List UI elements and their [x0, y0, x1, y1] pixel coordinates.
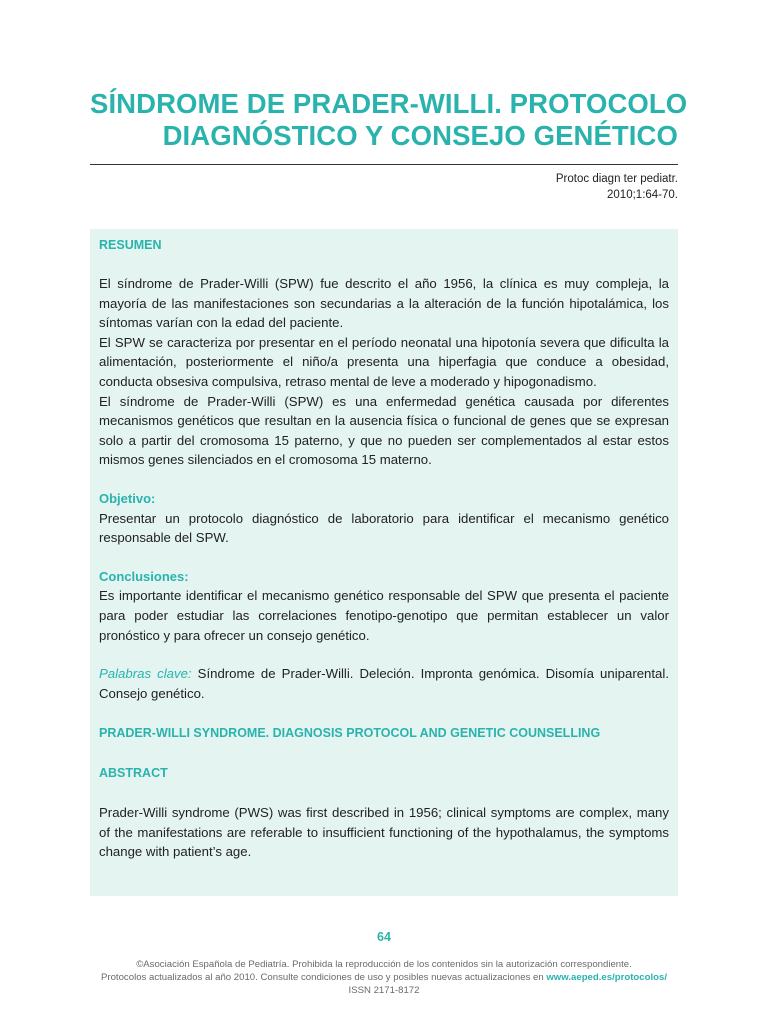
title-line-1: SÍNDROME DE PRADER-WILLI. PROTOCOLO: [90, 88, 688, 119]
abstract-box: [90, 229, 678, 896]
protocols-link[interactable]: www.aeped.es/protocolos/: [546, 972, 667, 983]
page-title: [90, 88, 688, 152]
resumen-paragraph-3: El síndrome de Prader-Willi (SPW) es una enfermedad genética causada por diferentes mecanismos genéticos que resultan en la ausencia física o funcional de genes que se expresan solo a partir del cromosoma 15 paterno, y que no pueden ser complementados al estar estos mismos genes silenciados en el cromosoma 15 materno.: [99, 393, 669, 468]
objetivo-label: Objetivo:: [99, 490, 156, 506]
resumen-paragraph-2: El SPW se caracteriza por presentar en el período neonatal una hipotonía severa que dificulta la alimentación, posteriormente el niño/a presenta una hiperfagia que conduce a obesidad, conducta obsesiva compulsiva, retraso mental de leve a moderado y hipogonadismo.: [99, 334, 669, 389]
abstract-heading: ABSTRACT: [99, 766, 168, 781]
page-number: 64: [377, 930, 391, 944]
footer: [0, 958, 768, 997]
keywords-text: Síndrome de Prader-Willi. Deleción. Impronta genómica. Disomía uniparental. Consejo genético.: [99, 666, 669, 701]
english-title: PRADER-WILLI SYNDROME. DIAGNOSIS PROTOCOL AND GENETIC COUNSELLING: [99, 726, 601, 741]
issn: ISSN 2171-8172: [348, 985, 420, 996]
title-divider: [90, 164, 678, 165]
conclusiones-text: Es importante identificar el mecanismo genético responsable del SPW que presenta el paciente para poder estudiar las correlaciones fenotipo-genotipo que permitan establecer un valor pronóstico y para ofrecer un consejo genético.: [99, 588, 669, 643]
copyright-line: ©Asociación Española de Pediatría. Prohibida la reproducción de los contenidos sin la autorización correspondiente.: [136, 959, 632, 970]
citation-line-2: 2010;1:64-70.: [607, 188, 678, 201]
objetivo-text: Presentar un protocolo diagnóstico de laboratorio para identificar el mecanismo genético responsable del SPW.: [99, 510, 669, 546]
citation: [556, 172, 678, 203]
keywords-label: Palabras clave:: [99, 666, 192, 682]
update-line-text: Protocolos actualizados al año 2010. Consulte condiciones de uso y posibles nuevas actualizaciones en: [101, 972, 547, 983]
update-line: [0, 971, 768, 984]
title-line-2: DIAGNÓSTICO Y CONSEJO GENÉTICO: [162, 120, 678, 151]
resumen-heading: RESUMEN: [99, 238, 162, 252]
citation-line-1: Protoc diagn ter pediatr.: [555, 173, 678, 185]
resumen-paragraph-1: El síndrome de Prader-Willi (SPW) fue descrito el año 1956, la clínica es muy compleja, la mayoría de las manifestaciones son secundarias a la alteración de la función hipotalámica, los síntomas varían con la edad del paciente.: [99, 276, 669, 331]
abstract-text: Prader-Willi syndrome (PWS) was first described in 1956; clinical symptoms are complex, many of the manifestations are referable to insufficient functioning of the hypothalamus, the symptoms change with patient’s age.: [99, 805, 669, 860]
keywords: [99, 664, 669, 703]
conclusiones-label: Conclusiones:: [99, 568, 189, 584]
